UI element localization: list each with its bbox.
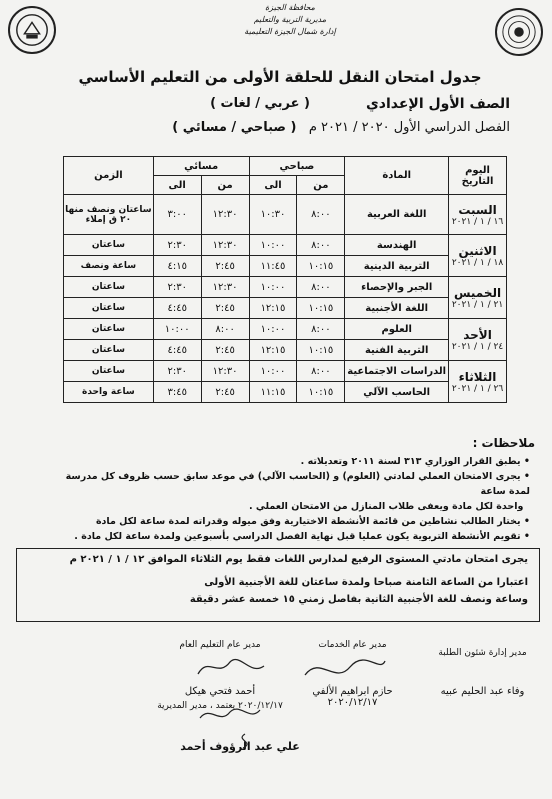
notes-list bbox=[50, 454, 530, 544]
duration-cell: ساعتان bbox=[64, 235, 154, 256]
notes-heading: ملاحظات : bbox=[472, 436, 535, 450]
morning-to-cell: ١١:١٥ bbox=[249, 382, 297, 403]
duration-cell: ساعة واحدة bbox=[64, 382, 154, 403]
evening-to-cell: ٤:٤٥ bbox=[153, 298, 201, 319]
table-row bbox=[64, 319, 507, 340]
duration-cell: ساعتان bbox=[64, 319, 154, 340]
morning-from-cell: ٨:٠٠ bbox=[297, 277, 345, 298]
duration-cell: ساعة ونصف bbox=[64, 256, 154, 277]
header-morning: صباحي bbox=[249, 157, 345, 176]
signature-name: حازم ابراهيم الألفي bbox=[312, 686, 393, 697]
evening-from-cell: ١٢:٣٠ bbox=[201, 277, 249, 298]
evening-to-cell: ٢:٣٠ bbox=[153, 235, 201, 256]
subject-cell: الدراسات الاجتماعية bbox=[345, 361, 449, 382]
subject-cell: اللغة الأجنبية bbox=[345, 298, 449, 319]
header-evening-to: الى bbox=[153, 176, 201, 195]
day-name: السبت bbox=[458, 202, 497, 217]
morning-from-cell: ١٠:١٥ bbox=[297, 382, 345, 403]
note-item bbox=[50, 499, 530, 514]
morning-from-cell: ١٠:١٥ bbox=[297, 298, 345, 319]
term-label: الفصل الدراسي الأول ٢٠٢٠ / ٢٠٢١ م bbox=[308, 120, 510, 135]
header-evening-from: من bbox=[201, 176, 249, 195]
header-line-1: محافظة الجيزة bbox=[265, 3, 315, 12]
duration-cell: ساعتان bbox=[64, 361, 154, 382]
handwritten-signature-icon bbox=[190, 652, 270, 684]
header-subject: المادة bbox=[345, 157, 449, 195]
morning-from-cell: ٨:٠٠ bbox=[297, 235, 345, 256]
duration-cell: ساعتان bbox=[64, 340, 154, 361]
duration-cell: ساعتان ونصف منها ٢٠ ق إملاء bbox=[64, 195, 154, 235]
signature-name: أحمد فتحي هيكل bbox=[184, 686, 256, 697]
morning-from-cell: ١٠:١٥ bbox=[297, 340, 345, 361]
directorate-seal-icon bbox=[495, 8, 543, 56]
evening-to-cell: ٢:٣٠ bbox=[153, 277, 201, 298]
subject-cell: اللغة العربية bbox=[345, 195, 449, 235]
table-row bbox=[64, 382, 507, 403]
day-date: ١٦ / ١ / ٢٠٢١ bbox=[451, 216, 504, 227]
table-row bbox=[64, 361, 507, 382]
evening-from-cell: ٢:٤٥ bbox=[201, 298, 249, 319]
morning-to-cell: ١٠:٠٠ bbox=[249, 319, 297, 340]
header-duration: الزمن bbox=[64, 157, 154, 195]
morning-to-cell: ١١:٤٥ bbox=[249, 256, 297, 277]
evening-from-cell: ١٢:٣٠ bbox=[201, 195, 249, 235]
grade-label: الصف الأول الإعدادي bbox=[365, 96, 510, 112]
day-date: ٢١ / ١ / ٢٠٢١ bbox=[451, 299, 504, 310]
table-row bbox=[64, 195, 507, 235]
header-line-2: مديرية التربية والتعليم bbox=[253, 15, 327, 24]
morning-from-cell: ٨:٠٠ bbox=[297, 319, 345, 340]
day-date: ٢٤ / ١ / ٢٠٢١ bbox=[451, 341, 504, 352]
day-name: الأحد bbox=[463, 327, 492, 342]
evening-from-cell: ٢:٤٥ bbox=[201, 382, 249, 403]
note-text: واحدة لكل مادة ويعفى طلاب المنازل من الامتحان العملي . bbox=[248, 501, 524, 512]
evening-from-cell: ٢:٤٥ bbox=[201, 256, 249, 277]
day-name: الثلاثاء bbox=[458, 369, 497, 384]
morning-from-cell: ١٠:١٥ bbox=[297, 256, 345, 277]
evening-to-cell: ١٠:٠٠ bbox=[153, 319, 201, 340]
day-name: الاثنين bbox=[458, 243, 497, 258]
evening-to-cell: ٣:٤٥ bbox=[153, 382, 201, 403]
subject-cell: العلوم bbox=[345, 319, 449, 340]
note-item: • يطبق القرار الوزاري ٣١٣ لسنة ٢٠١١ وتعديلاته . bbox=[300, 456, 530, 467]
note-text: تقويم الأنشطة التربوية يكون عمليا قبل نهاية الفصل الدراسي بأسبوعين ولمدة ساعة لكل مادة . bbox=[74, 531, 521, 542]
table-row bbox=[64, 298, 507, 319]
morning-to-cell: ١٢:١٥ bbox=[249, 340, 297, 361]
evening-from-cell: ١٢:٣٠ bbox=[201, 235, 249, 256]
day-cell bbox=[449, 361, 507, 403]
evening-from-cell: ٨:٠٠ bbox=[201, 319, 249, 340]
signature-directorate-head: علي عبد الرؤوف أحمد bbox=[180, 740, 300, 753]
signature-title: مدير عام التعليم العام bbox=[179, 640, 261, 650]
handwritten-signature-icon bbox=[300, 655, 390, 685]
day-date: ٢٦ / ١ / ٢٠٢١ bbox=[451, 383, 504, 394]
evening-from-cell: ١٢:٣٠ bbox=[201, 361, 249, 382]
header-morning-to: الى bbox=[249, 176, 297, 195]
signature-name: وفاء عبد الحليم عبيه bbox=[440, 686, 525, 697]
signature-student-affairs bbox=[420, 648, 545, 697]
header-authority bbox=[225, 2, 355, 38]
table-row bbox=[64, 256, 507, 277]
morning-from-cell: ٨:٠٠ bbox=[297, 195, 345, 235]
page-number-mark-icon bbox=[215, 730, 265, 752]
note-text: يختار الطالب نشاطين من قائمة الأنشطة الاختيارية وفق ميوله وقدراته لمدة ساعة لكل مادة bbox=[95, 516, 521, 527]
morning-to-cell: ١٠:٠٠ bbox=[249, 277, 297, 298]
handwritten-signature-icon bbox=[195, 700, 265, 730]
shift-label: ( صباحي / مسائي ) bbox=[172, 120, 297, 135]
subject-cell: الحاسب الآلي bbox=[345, 382, 449, 403]
announcement-line-1: يجرى امتحان مادتي المستوى الرفيع لمدارس اللغات فقط يوم الثلاثاء الموافق ١٢ / ١ / ٢٠٢١ م bbox=[69, 554, 528, 565]
header-day-date bbox=[449, 157, 507, 195]
evening-to-cell: ٤:١٥ bbox=[153, 256, 201, 277]
header-line-3: إدارة شمال الجيزة التعليمية bbox=[244, 27, 336, 36]
exam-schedule-table bbox=[63, 156, 507, 403]
day-date: ١٨ / ١ / ٢٠٢١ bbox=[451, 257, 504, 268]
duration-cell: ساعتان bbox=[64, 277, 154, 298]
evening-to-cell: ٢:٣٠ bbox=[153, 361, 201, 382]
announcement-line-2: اعتبارا من الساعة الثامنة صباحا ولمدة ساعتان للغة الأجنبية الأولى bbox=[204, 577, 528, 588]
header-day: اليوم bbox=[465, 164, 490, 176]
note-item: • تقويم الأنشطة التربوية يكون عمليا قبل نهاية الفصل الدراسي بأسبوعين ولمدة ساعة لكل مادة . bbox=[74, 531, 530, 542]
day-name: الخميس bbox=[453, 285, 502, 300]
morning-to-cell: ١٠:٠٠ bbox=[249, 235, 297, 256]
duration-cell: ساعتان bbox=[64, 298, 154, 319]
header-morning-from: من bbox=[297, 176, 345, 195]
morning-to-cell: ١٠:٠٠ bbox=[249, 361, 297, 382]
signature-title: مدير عام الخدمات bbox=[318, 640, 387, 650]
document-title: جدول امتحان النقل للحلقة الأولى من التعليم الأساسي bbox=[78, 68, 482, 86]
morning-to-cell: ١٠:٣٠ bbox=[249, 195, 297, 235]
morning-from-cell: ٨:٠٠ bbox=[297, 361, 345, 382]
announcement-text bbox=[28, 551, 528, 608]
signature-title: مدير إدارة شئون الطلبة bbox=[438, 648, 527, 658]
approval-note: يعتمد ، مدير المديرية bbox=[157, 701, 236, 711]
announcement-line-3: وساعة ونصف للغة الأجنبية الثانية بفاصل زمني ١٥ خمسة عشر دقيقة bbox=[189, 594, 528, 605]
evening-to-cell: ٤:٤٥ bbox=[153, 340, 201, 361]
morning-to-cell: ١٢:١٥ bbox=[249, 298, 297, 319]
subject-cell: التربية الفنية bbox=[345, 340, 449, 361]
subject-cell: الجبر والإحصاء bbox=[345, 277, 449, 298]
note-text: يجرى الامتحان العملي لمادتي (العلوم) و (الحاسب الآلي) في موعد سابق حسب ظروف كل مدرسة لمدة ساعة bbox=[65, 471, 530, 497]
signature-date: ٢٠٢٠/١٢/١٧ bbox=[327, 697, 378, 708]
table-row bbox=[64, 277, 507, 298]
section-label: ( عربي / لغات ) bbox=[210, 96, 310, 111]
evening-to-cell: ٣:٠٠ bbox=[153, 195, 201, 235]
subject-cell: التربية الدينية bbox=[345, 256, 449, 277]
day-cell bbox=[449, 319, 507, 361]
approval-date: ٢٠٢٠/١٢/١٧ bbox=[238, 701, 283, 711]
evening-from-cell: ٢:٤٥ bbox=[201, 340, 249, 361]
day-cell bbox=[449, 235, 507, 277]
note-text: يطبق القرار الوزاري ٣١٣ لسنة ٢٠١١ وتعديلاته . bbox=[300, 456, 521, 467]
table-row bbox=[64, 340, 507, 361]
table-row bbox=[64, 235, 507, 256]
term-line bbox=[70, 120, 510, 135]
note-item: • يختار الطالب نشاطين من قائمة الأنشطة الاختيارية وفق ميوله وقدراته لمدة ساعة لكل مادة bbox=[95, 516, 530, 527]
header-evening: مسائي bbox=[153, 157, 249, 176]
subject-cell: الهندسة bbox=[345, 235, 449, 256]
ministry-logo-icon bbox=[8, 6, 56, 54]
note-item: • يجرى الامتحان العملي لمادتي (العلوم) و (الحاسب الآلي) في موعد سابق حسب ظروف كل مدرسة لمدة ساعة bbox=[65, 471, 530, 497]
header-date: التاريخ bbox=[461, 175, 494, 187]
day-cell bbox=[449, 195, 507, 235]
day-cell bbox=[449, 277, 507, 319]
